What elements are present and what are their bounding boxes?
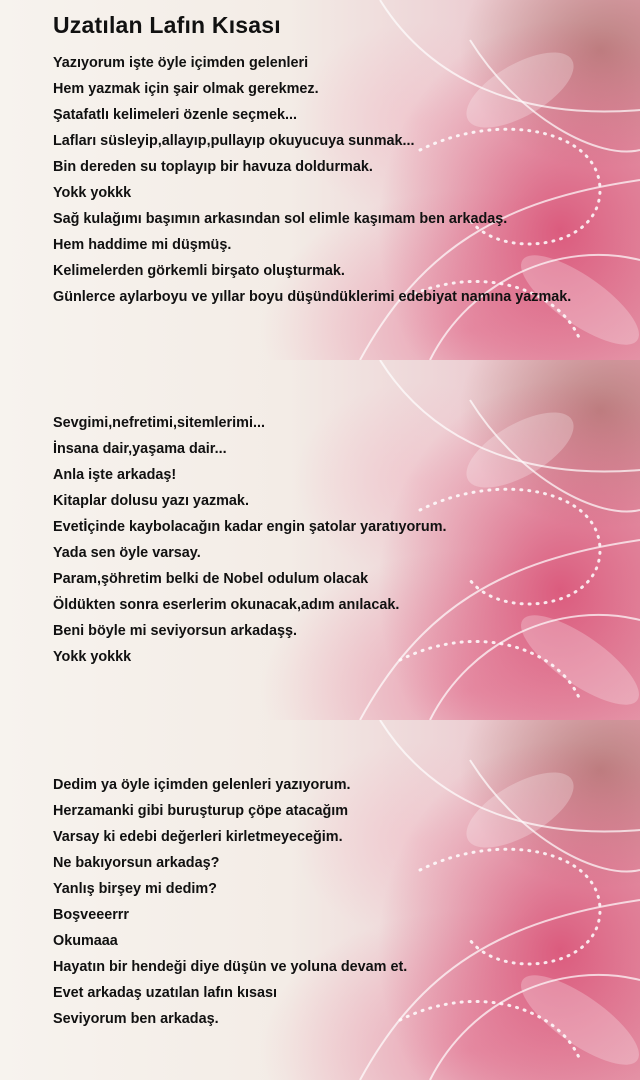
stanza-2 (53, 410, 447, 670)
poem-line: Boşveeerrr (53, 907, 130, 923)
poem-line: Yazıyorum işte öyle içimden gelenleri (53, 55, 309, 71)
poem-line: Hem yazmak için şair olmak gerekmez. (53, 81, 319, 97)
poem-line: Yokk yokkk (53, 649, 132, 665)
poem-line: Yada sen öyle varsay. (53, 545, 201, 561)
poem-line: Seviyorum ben arkadaş. (53, 1011, 219, 1027)
poem-line: Sağ kulağımı başımın arkasından sol elimle kaşımam ben arkadaş. (53, 211, 508, 227)
poem-panel-3 (0, 720, 640, 1080)
poem-line: Evetİçinde kaybolacağın kadar engin şatolar yaratıyorum. (53, 519, 447, 535)
poem-line: Lafları süsleyip,allayıp,pullayıp okuyucuya sunmak... (53, 133, 415, 149)
poem-line: Hem haddime mi düşmüş. (53, 237, 232, 253)
poem-line: Yokk yokkk (53, 185, 132, 201)
poem-panel-1 (0, 0, 640, 360)
stanza-1 (53, 50, 571, 310)
poem-line: Dedim ya öyle içimden gelenleri yazıyorum. (53, 777, 351, 793)
poem-line: Varsay ki edebi değerleri kirletmeyeceğim. (53, 829, 343, 845)
poem-line: Yanlış birşey mi dedim? (53, 881, 217, 897)
poem-line: Bin dereden su toplayıp bir havuza doldurmak. (53, 159, 373, 175)
poem-line: Sevgimi,nefretimi,sitemlerimi... (53, 415, 265, 431)
poem-line: Okumaaa (53, 933, 118, 949)
poem-line: Kitaplar dolusu yazı yazmak. (53, 493, 249, 509)
poem-line: Beni böyle mi seviyorsun arkadaşş. (53, 623, 297, 639)
stanza-3 (53, 772, 407, 1032)
poem-line: Şatafatlı kelimeleri özenle seçmek... (53, 107, 297, 123)
poem-line: Param,şöhretim belki de Nobel odulum olacak (53, 571, 369, 587)
poem-title: Uzatılan Lafın Kısası (53, 12, 281, 38)
poem-line: Anla işte arkadaş! (53, 467, 177, 483)
poem-line: Herzamanki gibi buruşturup çöpe atacağım (53, 803, 349, 819)
poem-line: Ne bakıyorsun arkadaş? (53, 855, 220, 871)
poem-line: Evet arkadaş uzatılan lafın kısası (53, 985, 277, 1001)
poem-panel-2 (0, 360, 640, 720)
poem-line: Kelimelerden görkemli birşato oluşturmak. (53, 263, 345, 279)
poem-line: Hayatın bir hendeği diye düşün ve yoluna devam et. (53, 959, 408, 975)
poem-line: Öldükten sonra eserlerim okunacak,adım anılacak. (53, 597, 400, 613)
poem-line: İnsana dair,yaşama dair... (53, 441, 227, 457)
poem-line: Günlerce aylarboyu ve yıllar boyu düşündüklerimi edebiyat namına yazmak. (53, 289, 572, 305)
